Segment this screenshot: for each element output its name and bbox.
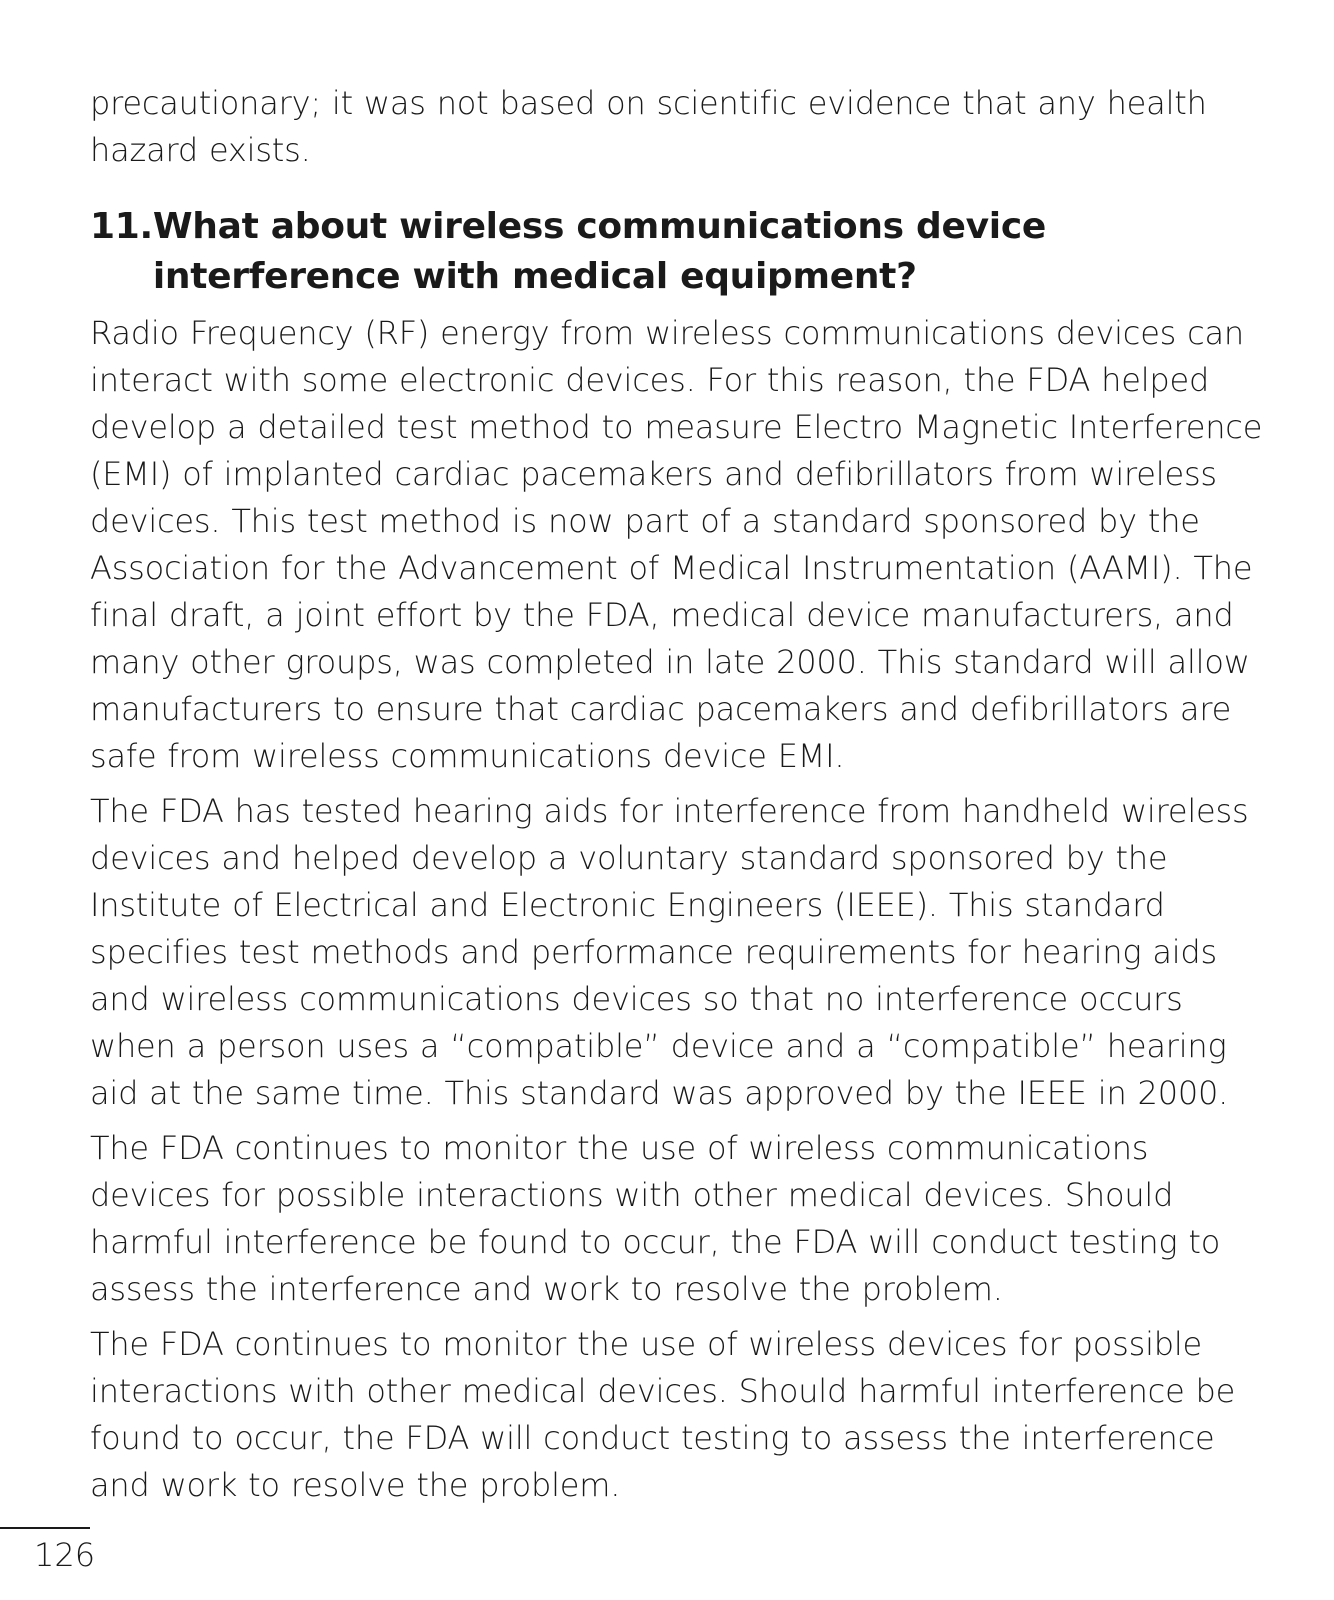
document-page bbox=[90, 80, 1265, 1517]
page-number: 126 bbox=[34, 1536, 96, 1574]
paragraph-monitoring-wireless: The FDA continues to monitor the use of wireless devices for possible interactions with other medical devices. Should harmful interference be found to occur, the FDA will conduct testing to assess the interference and work to resolve the problem. bbox=[90, 1325, 1236, 1504]
footer-divider bbox=[0, 1527, 90, 1529]
section-number: 11. bbox=[90, 206, 153, 247]
paragraph-rf-energy: Radio Frequency (RF) energy from wireless communications devices can interact with some electronic devices. For this reason, the FDA helped develop a detailed test method to measure Electro Magnetic Interference (EMI) of implanted cardiac pacemakers and defibrillators from wireless devices. This test method is now part of a standard sponsored by the Association for the Advancement of Medical Instrumentation (AAMI). The final draft, a joint effort by the FDA, medical device manufacturers, and many other groups, was completed in late 2000. This standard will allow manufacturers to ensure that cardiac pacemakers and defibrillators are safe from wireless communications device EMI. bbox=[90, 314, 1263, 775]
section-title: What about wireless communications device interference with medical equipment? bbox=[152, 206, 1046, 297]
lead-paragraph: precautionary; it was not based on scientific evidence that any health hazard exists. bbox=[90, 84, 1207, 169]
paragraph-hearing-aids: The FDA has tested hearing aids for interference from handheld wireless devices and helped develop a voluntary standard sponsored by the Institute of Electrical and Electronic Engineers (IEEE). This standard specifies test methods and performance requirements for hearing aids and wireless communications devices so that no interference occurs when a person uses a “compatible” device and a “compatible” hearing aid at the same time. This standard was approved by the IEEE in 2000. bbox=[90, 792, 1249, 1112]
paragraph-monitoring-communications: The FDA continues to monitor the use of wireless communications devices for possible interactions with other medical devices. Should harmful interference be found to occur, the FDA will conduct testing to assess the interference and work to resolve the problem. bbox=[90, 1129, 1221, 1308]
section-heading bbox=[90, 202, 1265, 302]
